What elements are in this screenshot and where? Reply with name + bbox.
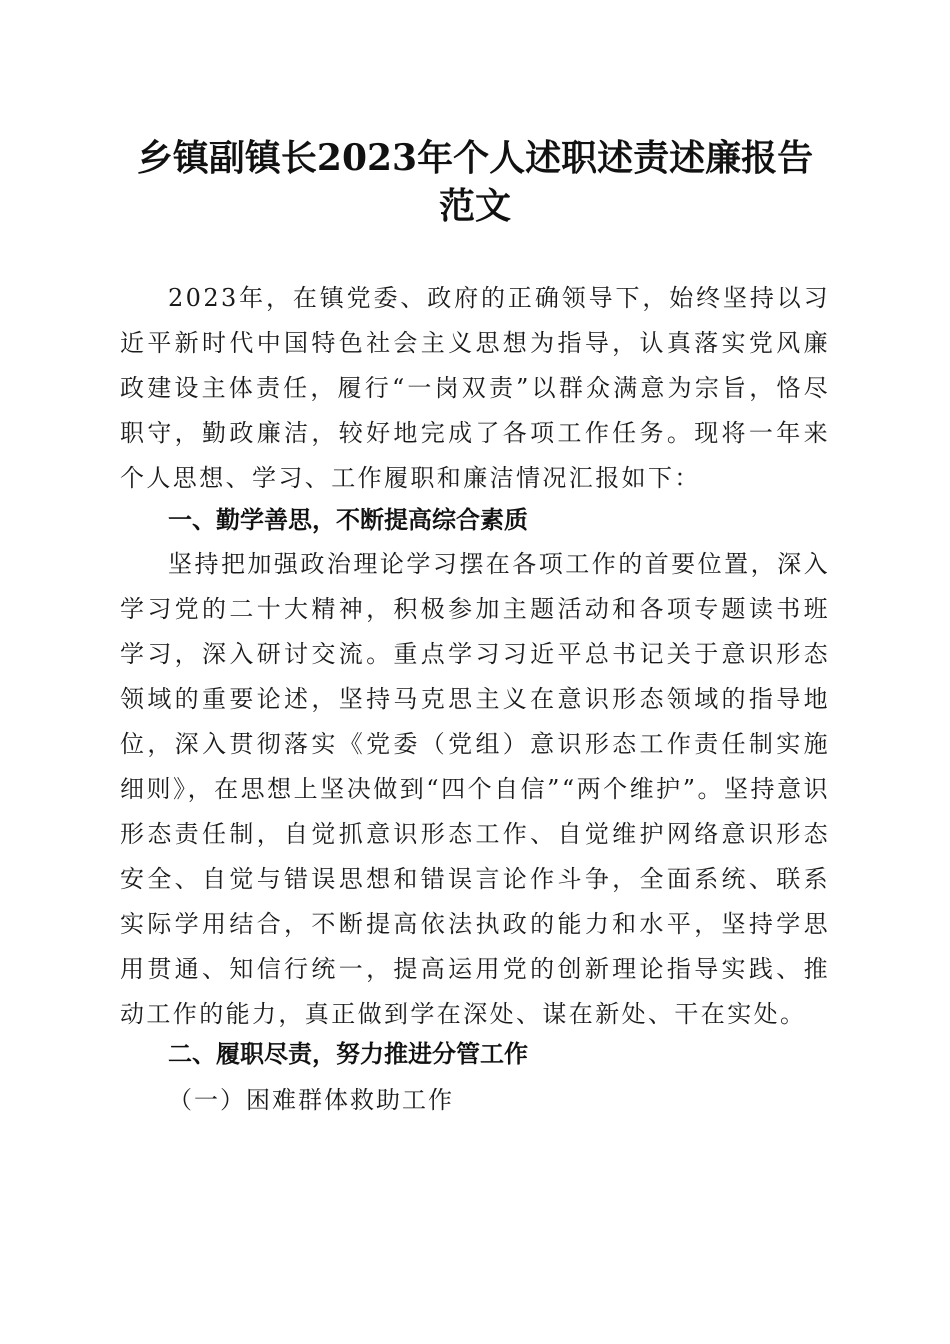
intro-paragraph: 2023年，在镇党委、政府的正确领导下，始终坚持以习近平新时代中国特色社会主义思想为指导，认真落实党风廉政建设主体责任，履行“一岗双责”以群众满意为宗旨，恪尽职守，勤政廉洁，较好地完成了各项工作任务。现将一年来个人思想、学习、工作履职和廉洁情况汇报如下： xyxy=(120,284,830,492)
document-title: 乡镇副镇长2023年个人述职述责述廉报告范文 xyxy=(136,137,814,227)
section-heading-2: 二、履职尽责，努力推进分管工作 xyxy=(168,1040,528,1068)
section-1-paragraph: 坚持把加强政治理论学习摆在各项工作的首要位置，深入学习党的二十大精神，积极参加主题活动和各项专题读书班学习，深入研讨交流。重点学习习近平总书记关于意识形态领域的重要论述，坚持马克思主义在意识形态领域的指导地位，深入贯彻落实《党委（党组）意识形态工作责任制实施细则》，在思想上坚决做到“四个自信”“两个维护”。坚持意识形态责任制，自觉抓意识形态工作、自觉维护网络意识形态安全、自觉与错误思想和错误言论作斗争，全面系统、联系实际学用结合，不断提高依法执政的能力和水平，坚持学思用贯通、知信行统一，提高运用党的创新理论指导实践、推动工作的能力，真正做到学在深处、谋在新处、干在实处。 xyxy=(120,550,830,1028)
section-heading-1: 一、勤学善思，不断提高综合素质 xyxy=(168,506,528,534)
subsection-heading-2-1: （一）困难群体救助工作 xyxy=(168,1086,454,1114)
